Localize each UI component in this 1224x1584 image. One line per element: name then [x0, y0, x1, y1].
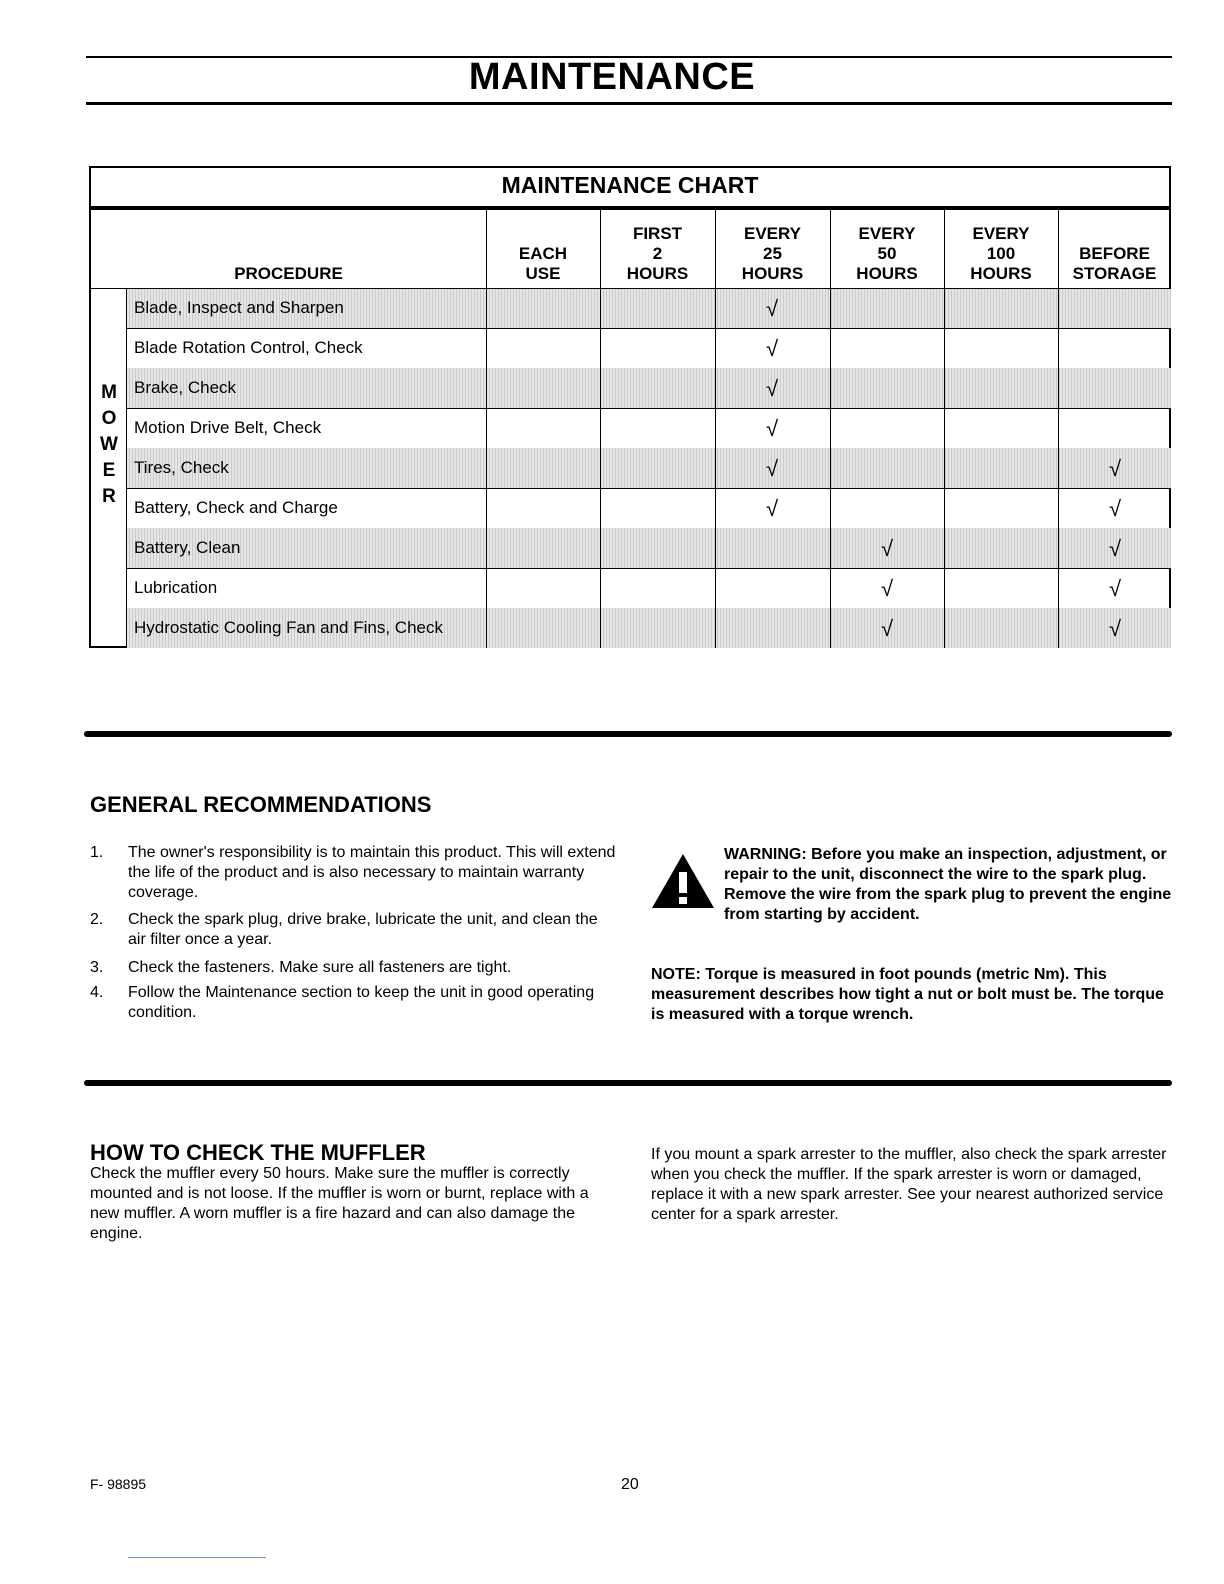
check-mark: √ [765, 496, 779, 521]
section-letter: M [101, 382, 117, 403]
list-number: 1. [90, 844, 104, 861]
column-header-line: 50 [877, 244, 897, 263]
check-mark: √ [765, 296, 779, 321]
procedure-name: Hydrostatic Cooling Fan and Fins, Check [134, 618, 443, 637]
title-bottom-rule [86, 102, 1172, 105]
column-divider [486, 210, 487, 648]
check-mark: √ [880, 576, 894, 601]
muffler-text-right: If you mount a spark arrester to the muffler, also check the spark arrester when you check the muffler. If the spark arrester is worn or damaged, replace it with a new spark arrester. See your nearest authorized service center for a spark arrester. [651, 1146, 1167, 1223]
procedure-name: Blade, Inspect and Sharpen [134, 298, 344, 317]
column-header [1058, 216, 1171, 284]
column-divider [600, 210, 601, 648]
check-mark: √ [765, 456, 779, 481]
section-letter: W [100, 434, 118, 455]
table-row [126, 368, 1171, 408]
procedure-name: Brake, Check [134, 378, 237, 397]
table-row [126, 408, 1171, 448]
column-header-line: PROCEDURE [234, 264, 343, 283]
section-letter: R [102, 486, 116, 507]
column-header-line: 2 [652, 244, 663, 263]
column-header [486, 216, 600, 284]
chart-title: MAINTENANCE CHART [501, 172, 759, 198]
column-header [600, 216, 715, 284]
column-divider [715, 210, 716, 648]
maintenance-chart [89, 166, 1171, 648]
page-number: 20 [621, 1476, 639, 1493]
check-mark: √ [765, 376, 779, 401]
footer-code: F- 98895 [90, 1476, 147, 1492]
general-heading: GENERAL RECOMMENDATIONS [90, 792, 432, 817]
column-header-line: EVERY [743, 224, 801, 243]
page-title: MAINTENANCE [468, 56, 756, 98]
column-divider [126, 288, 127, 648]
column-header-line: HOURS [741, 264, 804, 283]
column-header-line: STORAGE [1072, 264, 1157, 283]
column-header-line: HOURS [856, 264, 918, 283]
column-header-line: EACH [518, 244, 568, 263]
column-divider [944, 210, 945, 648]
column-header-line: USE [525, 264, 561, 283]
chart-title-rule [91, 206, 1169, 210]
procedure-name: Lubrication [134, 578, 218, 597]
column-header [944, 216, 1058, 284]
procedure-name: Tires, Check [134, 458, 229, 477]
warning-triangle-icon [650, 852, 716, 910]
list-text: Follow the Maintenance section to keep the unit in good operating condition. [128, 984, 595, 1021]
table-row [126, 528, 1171, 568]
table-row [126, 568, 1171, 608]
torque-note: NOTE: Torque is measured in foot pounds (metric Nm). This measurement describes how tight a nut or bolt must be. The torque is measured with a torque wrench. [651, 966, 1164, 1023]
check-mark: √ [765, 336, 779, 361]
check-mark: √ [1108, 576, 1122, 601]
procedure-name: Motion Drive Belt, Check [134, 418, 322, 437]
header-divider [91, 288, 1171, 289]
check-mark: √ [880, 616, 894, 641]
list-number: 3. [90, 959, 104, 976]
list-text: Check the spark plug, drive brake, lubricate the unit, and clean the air filter once a year. [128, 911, 598, 948]
muffler-text-left: Check the muffler every 50 hours. Make sure the muffler is correctly mounted and is not loose. If the muffler is worn or burnt, replace with a new muffler. A worn muffler is a fire hazard and can also damage the engine. [90, 1165, 589, 1242]
table-row [126, 488, 1171, 528]
table-row [126, 288, 1171, 328]
check-mark: √ [1108, 616, 1122, 641]
muffler-heading: HOW TO CHECK THE MUFFLER [90, 1140, 426, 1165]
column-divider [1058, 210, 1059, 648]
section-label-mower [99, 380, 119, 510]
check-mark: √ [1108, 536, 1122, 561]
table-row [126, 448, 1171, 488]
section-divider [84, 1080, 1172, 1086]
column-header-line: FIRST [632, 224, 683, 243]
column-header-line: 100 [986, 244, 1016, 263]
procedure-name: Battery, Check and Charge [134, 498, 338, 517]
column-header-line: HOURS [970, 264, 1032, 283]
column-header-line: HOURS [626, 264, 689, 283]
check-mark: √ [1108, 456, 1122, 481]
column-header [830, 216, 944, 284]
list-text: The owner's responsibility is to maintain this product. This will extend the life of the product and is also necessary to maintain warranty coverage. [128, 844, 616, 901]
column-header-line: EVERY [858, 224, 916, 243]
section-letter: E [102, 460, 116, 481]
check-mark: √ [1108, 496, 1122, 521]
list-number: 2. [90, 911, 104, 928]
check-mark: √ [880, 536, 894, 561]
table-row [126, 608, 1171, 648]
list-number: 4. [90, 984, 104, 1001]
column-header-procedure [91, 216, 486, 284]
column-header-line: BEFORE [1079, 244, 1150, 263]
column-divider [830, 210, 831, 648]
column-header [715, 216, 830, 284]
footer-link-underline [128, 1557, 266, 1558]
column-header-line: 25 [763, 244, 782, 263]
warning-text: WARNING: Before you make an inspection, adjustment, or repair to the unit, disconnect the wire to the spark plug. Remove the wire from the spark plug to prevent the engine from starting by accident. [724, 846, 1172, 923]
section-divider [84, 731, 1172, 737]
procedure-name: Blade Rotation Control, Check [134, 338, 363, 357]
column-header-line: EVERY [972, 224, 1030, 243]
procedure-name: Battery, Clean [134, 538, 241, 557]
check-mark: √ [765, 416, 779, 441]
list-text: Check the fasteners. Make sure all fasteners are tight. [128, 959, 512, 976]
table-row [126, 328, 1171, 368]
section-letter: O [101, 408, 117, 429]
